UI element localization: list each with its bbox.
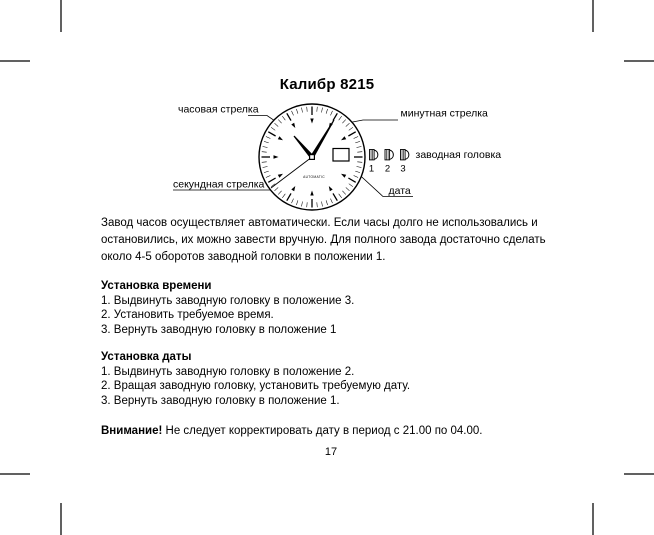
date-setting-step: 3. Вернуть заводную головку в положение 1. (101, 394, 340, 407)
time-setting-section (101, 279, 561, 337)
warning-label: Внимание! (101, 425, 163, 437)
date-setting-step: 1. Выдвинуть заводную головку в положение 2. (101, 365, 355, 378)
intro-line: Завод часов осуществляет автоматически. Если часы долго не использовались и (101, 217, 538, 229)
page-number: 17 (324, 446, 338, 458)
date-setting-step: 2. Вращая заводную головку, установить требуемую дату. (101, 380, 411, 392)
crown-position-2-label: 2 (384, 163, 391, 175)
crown-position-icons (370, 150, 409, 160)
dial-automatic-text: AUTOMATIC (303, 175, 325, 179)
hands-center-hub (310, 155, 315, 160)
date-setting-title: Установка даты (101, 351, 192, 363)
intro-line: остановились, их можно завести вручную. Для полного завода достаточно сделать (101, 234, 546, 246)
second-hand-label: секундная стрелка (173, 178, 265, 191)
time-setting-step: 2. Установить требуемое время. (101, 309, 274, 321)
intro-line: около 4-5 оборотов заводной головки в положении 1. (101, 251, 386, 263)
time-setting-step: 3. Вернуть заводную головку в положение 1 (101, 323, 337, 336)
time-setting-title: Установка времени (101, 280, 212, 292)
page-title: Калибр 8215 (279, 76, 375, 93)
date-label: дата (388, 185, 411, 197)
hour-hand-label: часовая стрелка (178, 103, 259, 116)
warning-paragraph (101, 424, 561, 439)
warning-text: Не следует корректировать дату в период с 21.00 по 04.00. (162, 425, 483, 437)
crown-position-1-label: 1 (368, 163, 375, 175)
date-window (333, 149, 349, 162)
crown-position-3-label: 3 (400, 163, 406, 175)
intro-paragraph (101, 215, 561, 266)
instruction-text-column (101, 215, 561, 459)
date-setting-section (101, 350, 561, 408)
time-setting-step: 1. Выдвинуть заводную головку в положение 3. (101, 294, 355, 307)
minute-hand-label: минутная стрелка (400, 107, 488, 120)
crown-label: заводная головка (415, 149, 502, 161)
